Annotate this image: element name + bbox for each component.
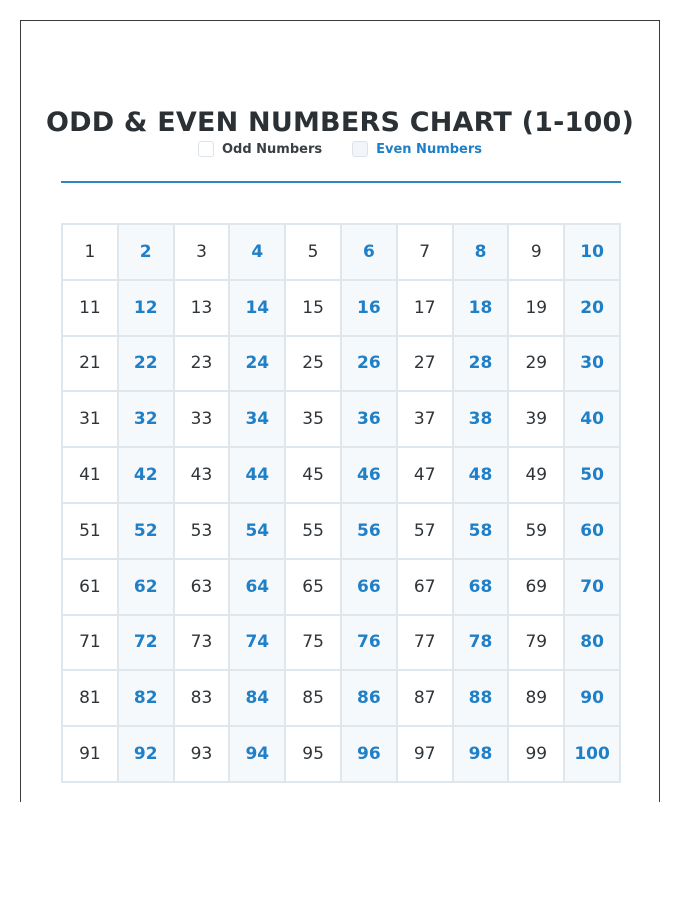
odd-number-cell: 61 [63,560,117,614]
even-number-cell: 18 [454,281,508,335]
even-number-cell: 26 [342,337,396,391]
odd-number-cell: 5 [286,225,340,279]
odd-number-cell: 13 [175,281,229,335]
even-number-cell: 86 [342,671,396,725]
odd-number-cell: 27 [398,337,452,391]
odd-number-cell: 15 [286,281,340,335]
even-number-cell: 48 [454,448,508,502]
even-number-cell: 76 [342,616,396,670]
even-number-cell: 50 [565,448,619,502]
even-number-cell: 52 [119,504,173,558]
title-divider [61,181,621,183]
even-number-cell: 70 [565,560,619,614]
even-number-cell: 82 [119,671,173,725]
even-number-cell: 72 [119,616,173,670]
even-number-cell: 74 [230,616,284,670]
even-number-cell: 100 [565,727,619,781]
even-number-cell: 28 [454,337,508,391]
odd-number-cell: 41 [63,448,117,502]
even-number-cell: 6 [342,225,396,279]
odd-number-cell: 87 [398,671,452,725]
even-number-cell: 84 [230,671,284,725]
even-number-cell: 88 [454,671,508,725]
even-number-cell: 4 [230,225,284,279]
odd-number-cell: 91 [63,727,117,781]
even-number-cell: 14 [230,281,284,335]
odd-swatch-icon [198,141,214,157]
odd-number-cell: 17 [398,281,452,335]
even-number-cell: 38 [454,392,508,446]
odd-number-cell: 21 [63,337,117,391]
even-number-cell: 42 [119,448,173,502]
odd-number-cell: 49 [509,448,563,502]
odd-number-cell: 97 [398,727,452,781]
legend-item-even [352,141,482,157]
odd-number-cell: 65 [286,560,340,614]
odd-number-cell: 93 [175,727,229,781]
even-number-cell: 62 [119,560,173,614]
even-number-cell: 90 [565,671,619,725]
odd-number-cell: 1 [63,225,117,279]
even-number-cell: 68 [454,560,508,614]
odd-number-cell: 89 [509,671,563,725]
even-number-cell: 64 [230,560,284,614]
legend-odd-label: Odd Numbers [221,141,323,157]
odd-number-cell: 81 [63,671,117,725]
odd-number-cell: 37 [398,392,452,446]
chart-page [20,20,660,802]
even-number-cell: 58 [454,504,508,558]
even-number-cell: 20 [565,281,619,335]
even-number-cell: 98 [454,727,508,781]
odd-number-cell: 25 [286,337,340,391]
number-grid [61,223,621,783]
even-number-cell: 66 [342,560,396,614]
even-number-cell: 92 [119,727,173,781]
even-number-cell: 10 [565,225,619,279]
even-number-cell: 44 [230,448,284,502]
even-number-cell: 8 [454,225,508,279]
even-swatch-icon [352,141,368,157]
odd-number-cell: 69 [509,560,563,614]
even-number-cell: 2 [119,225,173,279]
even-number-cell: 22 [119,337,173,391]
odd-number-cell: 79 [509,616,563,670]
even-number-cell: 36 [342,392,396,446]
odd-number-cell: 29 [509,337,563,391]
odd-number-cell: 71 [63,616,117,670]
even-number-cell: 12 [119,281,173,335]
odd-number-cell: 53 [175,504,229,558]
even-number-cell: 16 [342,281,396,335]
even-number-cell: 32 [119,392,173,446]
odd-number-cell: 3 [175,225,229,279]
odd-number-cell: 73 [175,616,229,670]
odd-number-cell: 35 [286,392,340,446]
odd-number-cell: 9 [509,225,563,279]
even-number-cell: 94 [230,727,284,781]
odd-number-cell: 55 [286,504,340,558]
odd-number-cell: 63 [175,560,229,614]
legend-item-odd [198,141,322,157]
odd-number-cell: 51 [63,504,117,558]
even-number-cell: 96 [342,727,396,781]
odd-number-cell: 11 [63,281,117,335]
odd-number-cell: 23 [175,337,229,391]
odd-number-cell: 77 [398,616,452,670]
even-number-cell: 40 [565,392,619,446]
odd-number-cell: 43 [175,448,229,502]
page-title: ODD & EVEN NUMBERS CHART (1-100) [45,107,635,138]
even-number-cell: 24 [230,337,284,391]
odd-number-cell: 33 [175,392,229,446]
even-number-cell: 46 [342,448,396,502]
odd-number-cell: 7 [398,225,452,279]
legend-even-label: Even Numbers [376,141,483,157]
even-number-cell: 78 [454,616,508,670]
odd-number-cell: 95 [286,727,340,781]
odd-number-cell: 85 [286,671,340,725]
odd-number-cell: 83 [175,671,229,725]
legend [21,141,659,157]
even-number-cell: 54 [230,504,284,558]
odd-number-cell: 19 [509,281,563,335]
odd-number-cell: 45 [286,448,340,502]
odd-number-cell: 39 [509,392,563,446]
odd-number-cell: 75 [286,616,340,670]
even-number-cell: 60 [565,504,619,558]
even-number-cell: 34 [230,392,284,446]
odd-number-cell: 99 [509,727,563,781]
even-number-cell: 80 [565,616,619,670]
even-number-cell: 56 [342,504,396,558]
even-number-cell: 30 [565,337,619,391]
odd-number-cell: 59 [509,504,563,558]
odd-number-cell: 31 [63,392,117,446]
odd-number-cell: 67 [398,560,452,614]
odd-number-cell: 47 [398,448,452,502]
odd-number-cell: 57 [398,504,452,558]
